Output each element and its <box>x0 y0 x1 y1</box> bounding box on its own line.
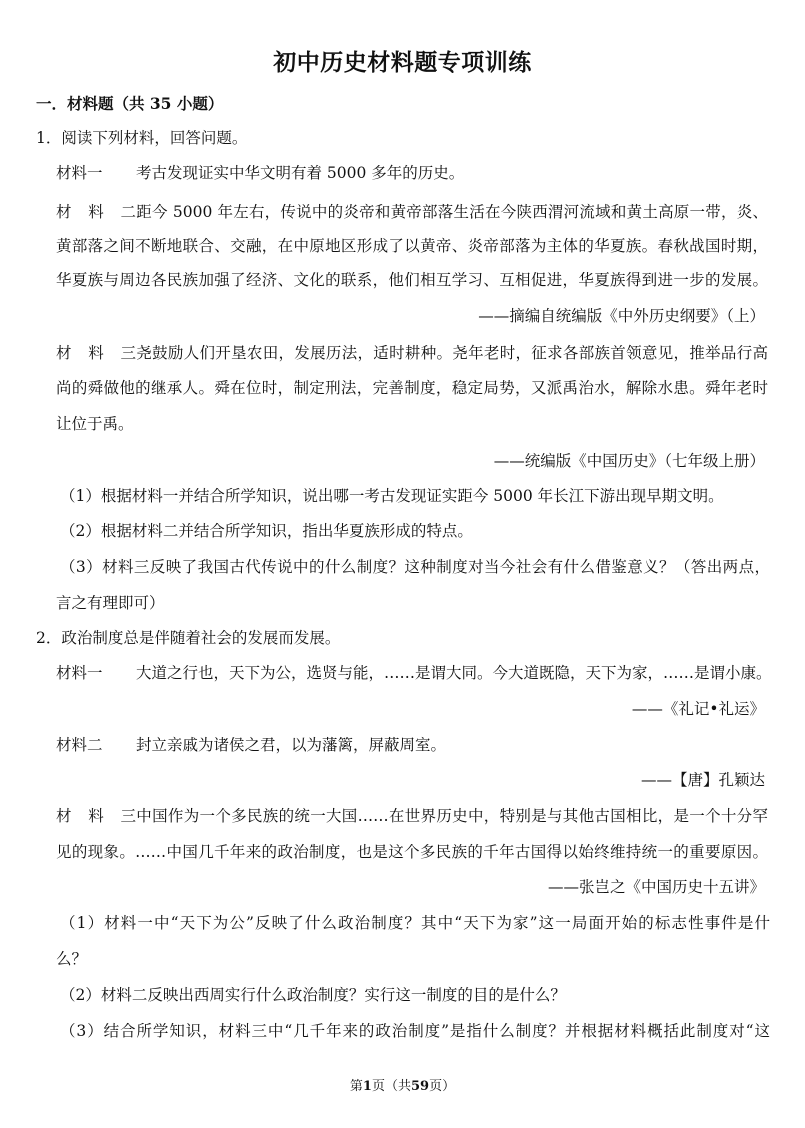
q2-material-1-label: 材料一 <box>56 664 103 682</box>
q1-material-1-label: 材料一 <box>56 164 103 182</box>
q1-sub-question-3-line-1: （3）材料三反映了我国古代传说中的什么制度？这种制度对当今社会有什么借鉴意义？（答出两点， <box>60 558 770 576</box>
q2-material-3-source: ——张岂之《中国历史十五讲》 <box>547 878 765 896</box>
q1-sub-question-2: （2）根据材料二并结合所学知识，指出华夏族形成的特点。 <box>60 522 473 540</box>
q2-material-2-text: 封立亲戚为诸侯之君，以为藩篱，屏蔽周室。 <box>136 736 447 754</box>
q2-material-2 <box>56 735 446 755</box>
q1-stem: 1．阅读下列材料，回答问题。 <box>36 129 248 147</box>
q1-material-3-label: 材料三 <box>56 344 136 362</box>
q1-material-2-line-3: 华夏族与周边各民族加强了经济、文化的联系，他们相互学习、互相促进，华夏族得到进一步的发展。 <box>56 271 768 289</box>
q2-stem: 2．政治制度总是伴随着社会的发展而发展。 <box>36 629 341 647</box>
footer-suffix: 页） <box>429 1079 456 1094</box>
q2-material-3-line-2: 见的现象。……中国几千年来的政治制度，也是这个多民族的千年古国得以始终维持统一的重要原因。 <box>56 843 768 861</box>
q2-sub-question-3-line-1: （3）结合所学知识，材料三中“几千年来的政治制度”是指什么制度？并根据材料概括此制度对“这 <box>60 1022 770 1040</box>
q2-material-3-line-1 <box>56 806 768 826</box>
q1-sub-question-1: （1）根据材料一并结合所学知识，说出哪一考古发现证实距今 5000 年长江下游出现早期文明。 <box>60 487 724 505</box>
q1-material-3-line-3: 让位于禹。 <box>56 415 134 433</box>
q1-material-2-text: 距今 5000 年左右，传说中的炎帝和黄帝部落生活在今陕西渭河流域和黄土高原一带，炎、 <box>136 203 768 221</box>
q2-material-3-label: 材料三 <box>56 807 136 825</box>
q2-material-2-source: ——【唐】孔颖达 <box>640 771 765 789</box>
q1-material-2-label: 材料二 <box>56 203 136 221</box>
q1-material-2-line-2: 黄部落之间不断地联合、交融，在中原地区形成了以黄帝、炎帝部落为主体的华夏族。春秋战国时期， <box>56 237 768 255</box>
q2-sub-question-1-line-2: 么？ <box>56 950 88 968</box>
page-title: 初中历史材料题专项训练 <box>273 49 532 76</box>
q1-sub-question-3-line-2: 言之有理即可） <box>56 594 165 612</box>
footer-middle: 页（共 <box>371 1079 411 1094</box>
q1-material-3-text: 尧鼓励人们开垦农田，发展历法，适时耕种。尧年老时，征求各部族首领意见，推举品行高 <box>136 344 768 362</box>
q2-sub-question-2: （2）材料二反映出西周实行什么政治制度？实行这一制度的目的是什么？ <box>60 986 566 1004</box>
q1-material-1 <box>56 163 464 183</box>
q2-material-1-source: ——《礼记•礼运》 <box>631 700 765 718</box>
footer-page-number: 1 <box>362 1079 372 1094</box>
q2-material-3-text: 中国作为一个多民族的统一大国……在世界历史中，特别是与其他古国相比，是一个十分罕 <box>136 807 768 825</box>
q2-material-2-label: 材料二 <box>56 736 103 754</box>
q1-material-3-line-2: 尚的舜做他的继承人。舜在位时，制定刑法，完善制度，稳定局势，又派禹治水，解除水患。舜年老时 <box>56 379 768 397</box>
q1-material-2-source: ——摘编自统编版《中外历史纲要》（上） <box>478 307 765 325</box>
q1-material-3-source: ——统编版《中国历史》（七年级上册） <box>493 452 765 470</box>
q1-material-1-text: 考古发现证实中华文明有着 5000 多年的历史。 <box>136 164 465 182</box>
q2-material-1 <box>56 663 772 683</box>
q2-sub-question-1-line-1: （1）材料一中“天下为公”反映了什么政治制度？其中“天下为家”这一局面开始的标志性事件是什 <box>60 914 770 932</box>
q1-material-2-line-1 <box>56 202 768 222</box>
section-heading: 一．材料题（共 35 小题） <box>36 94 224 113</box>
q2-material-1-text: 大道之行也，天下为公，选贤与能，……是谓大同。今大道既隐，天下为家，……是谓小康。 <box>136 664 772 682</box>
footer-prefix: 第 <box>349 1079 363 1094</box>
footer-total-pages: 59 <box>410 1079 430 1094</box>
page-footer <box>0 1075 805 1094</box>
q1-material-3-line-1 <box>56 343 768 363</box>
